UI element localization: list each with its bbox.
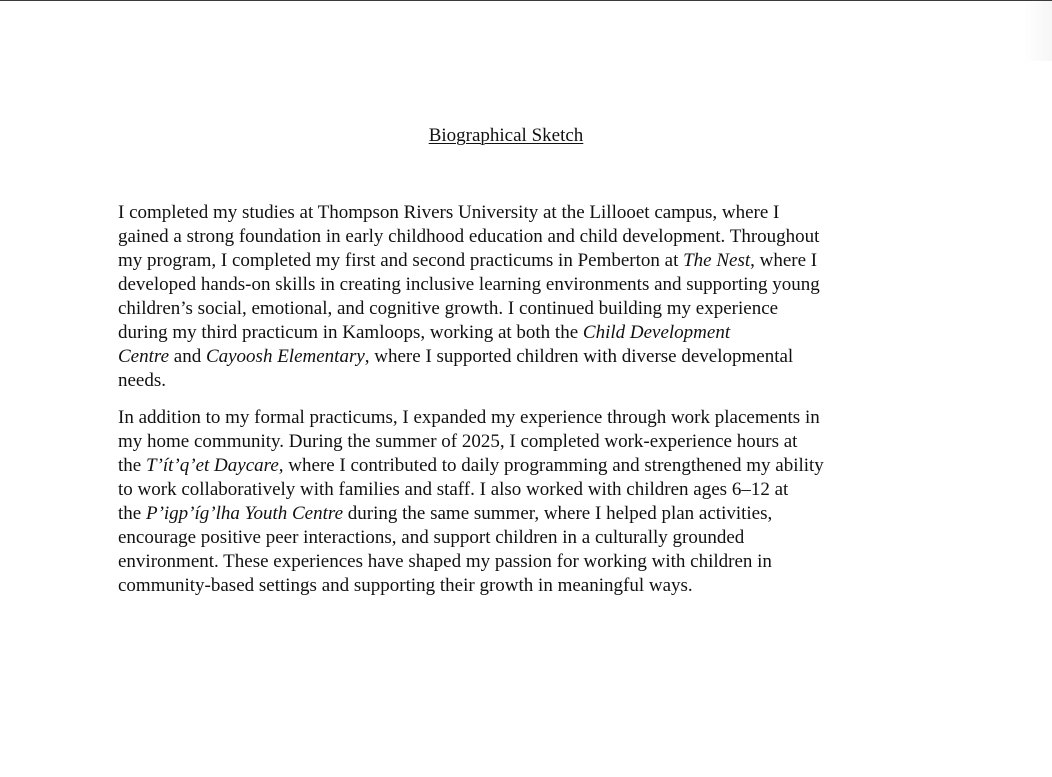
italic-name: The Nest — [683, 250, 751, 271]
text-line — [118, 526, 898, 550]
text-line — [118, 225, 898, 249]
text-run: developed hands-on skills in creating inclusive learning environments and supporting young — [118, 274, 820, 295]
page-title — [118, 124, 894, 148]
text-run: to work collaboratively with families and staff. I also worked with children ages 6–12 at — [118, 479, 789, 500]
text-line — [118, 249, 898, 273]
text-run: encourage positive peer interactions, and support children in a culturally grounded — [118, 527, 745, 548]
text-line — [118, 550, 898, 574]
text-line — [118, 478, 898, 502]
paragraph-education — [118, 201, 898, 393]
text-line — [118, 345, 898, 369]
window-top-border — [0, 0, 1052, 1]
text-run: needs. — [118, 370, 167, 391]
text-run: gained a strong foundation in early childhood education and child development. Throughout — [118, 226, 820, 247]
text-run: I completed my studies at Thompson Rivers University at the Lillooet campus, where I — [118, 202, 780, 223]
text-run: children’s social, emotional, and cognitive growth. I continued building my experience — [118, 298, 779, 319]
italic-name: T’ít’q’et Daycare — [145, 455, 279, 476]
text-run: during my third practicum in Kamloops, working at both the — [118, 322, 583, 343]
text-run: during the same summer, where I helped plan activities, — [343, 503, 773, 524]
text-run: the — [118, 503, 146, 524]
text-line — [118, 454, 898, 478]
text-line — [118, 502, 898, 526]
text-line — [118, 406, 898, 430]
italic-name: Cayoosh Elementary — [205, 346, 365, 367]
text-line — [118, 297, 898, 321]
paragraph-work-experience — [118, 406, 898, 598]
text-run: community-based settings and supporting their growth in meaningful ways. — [118, 575, 693, 596]
text-line — [118, 273, 898, 297]
italic-name: Centre — [118, 346, 170, 367]
text-run: , where I supported children with diverse developmental — [364, 346, 794, 367]
window-corner-shadow — [1024, 1, 1052, 61]
text-run: In addition to my formal practicums, I expanded my experience through work placements in — [118, 407, 820, 428]
text-line — [118, 430, 898, 454]
text-run: environment. These experiences have shaped my passion for working with children in — [118, 551, 772, 572]
italic-name: P’igp’íg’lha Youth Centre — [145, 503, 344, 524]
text-run: , where I — [750, 250, 818, 271]
text-line — [118, 321, 898, 345]
text-run: my program, I completed my first and second practicums in Pemberton at — [118, 250, 684, 271]
italic-name: Child Development — [582, 322, 731, 343]
text-line — [118, 369, 898, 393]
text-run: my home community. During the summer of 2025, I completed work-experience hours at — [118, 431, 798, 452]
text-run: the — [118, 455, 146, 476]
text-run: , where I contributed to daily programming and strengthened my ability — [278, 455, 824, 476]
text-run: and — [169, 346, 206, 367]
title-text: Biographical Sketch — [428, 125, 584, 146]
text-line — [118, 201, 898, 225]
text-line — [118, 574, 898, 598]
